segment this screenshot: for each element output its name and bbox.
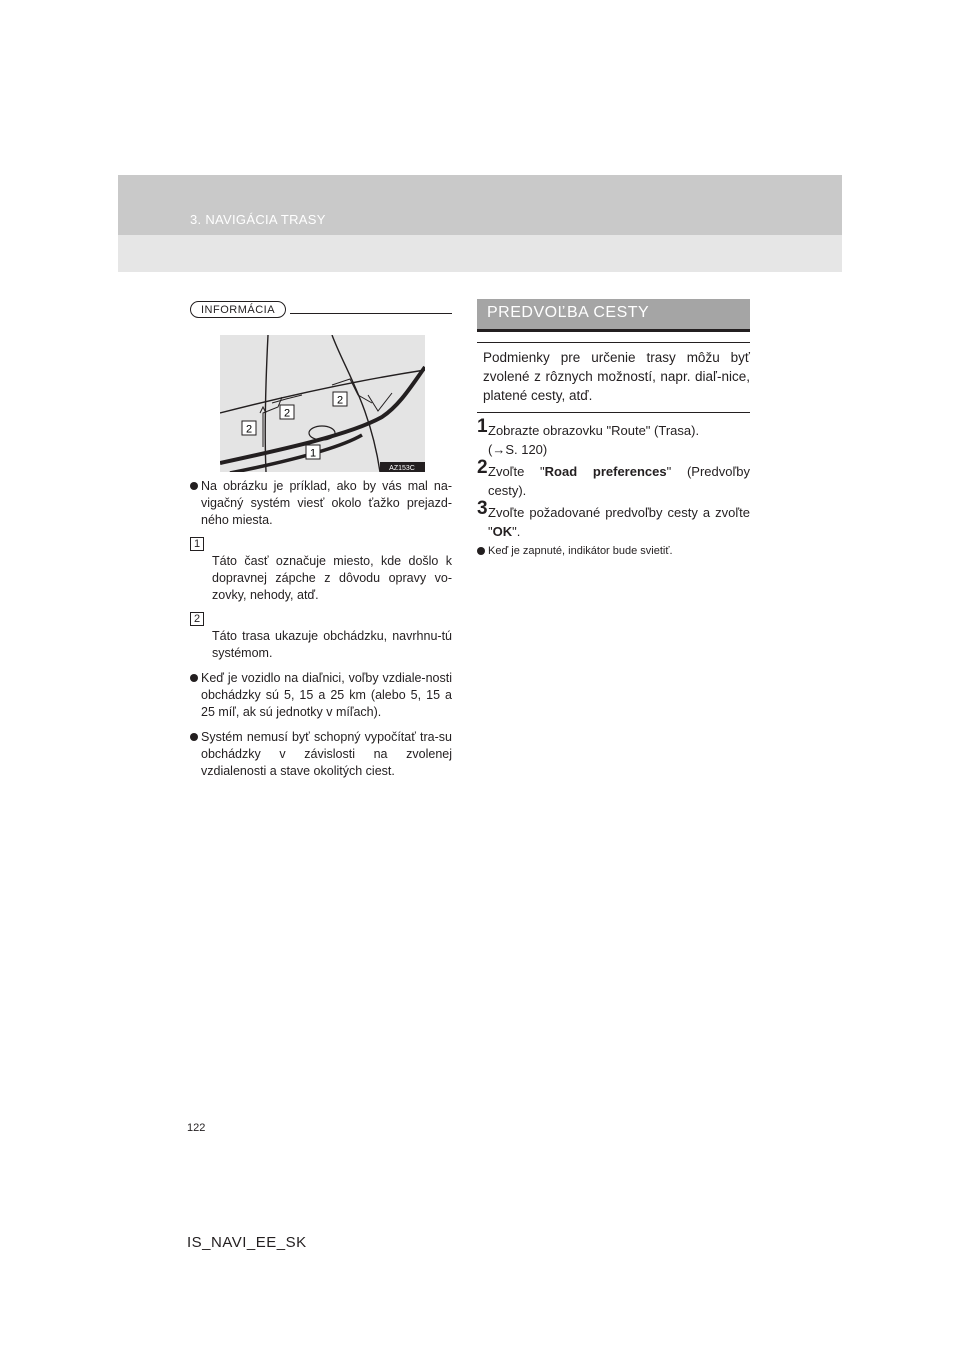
step-number: 1 xyxy=(477,416,488,437)
procedure-steps xyxy=(477,416,750,559)
callout-explanation xyxy=(190,537,452,604)
callout-number: 2 xyxy=(283,407,291,420)
section-title: 3. NAVIGÁCIA TRASY xyxy=(190,212,326,227)
info-bullet xyxy=(190,478,452,529)
callout-number: 1 xyxy=(309,447,317,460)
step-note xyxy=(477,544,750,559)
procedure-step xyxy=(477,498,750,541)
step-text: Zobrazte obrazovku "Route" (Trasa). xyxy=(488,423,700,438)
preferences-rule xyxy=(477,329,750,332)
step-text-post: " (Predvoľby cesty). xyxy=(488,464,750,498)
info-rule xyxy=(290,313,452,314)
preferences-intro: Podmienky pre určenie trasy môžu byť zvolené z rôznych možností, napr. diaľ-nice, platené cesty, atď. xyxy=(477,342,750,413)
procedure-step xyxy=(477,457,750,500)
ok-key: OK xyxy=(492,524,513,539)
header-band-lower xyxy=(118,235,842,272)
bullet-dot-icon xyxy=(477,547,485,555)
step-number: 2 xyxy=(477,457,488,478)
step-text-post: ". xyxy=(512,524,521,539)
step-text-pre: Zvoľte požadované predvoľby cesty a zvoľte " xyxy=(488,505,750,539)
bullet-text: Systém nemusí byť schopný vypočítať tra-su obchádzky v závislosti na zvolenej vzdialenosti a stave okolitých ciest. xyxy=(201,730,452,778)
step-text xyxy=(488,462,750,500)
preferences-column xyxy=(477,299,750,559)
document-code: IS_NAVI_EE_SK xyxy=(187,1234,307,1251)
bullet-text: Na obrázku je príklad, ako by vás mal na-vigačný systém viesť okolo ťažko prejazd-ného miesta. xyxy=(201,479,452,527)
info-label: INFORMÁCIA xyxy=(190,301,286,318)
step-note-text: Keď je zapnuté, indikátor bude svietiť. xyxy=(488,545,673,557)
preferences-heading: PREDVOĽBA CESTY xyxy=(477,299,750,329)
step-text-pre: Zvoľte " xyxy=(488,464,545,479)
step-reference: (→S. 120) xyxy=(488,442,548,457)
info-bullet xyxy=(190,729,452,780)
procedure-step xyxy=(477,416,750,459)
page-number: 122 xyxy=(187,1122,206,1134)
bullet-text: Keď je vozidlo na diaľnici, voľby vzdiale-nosti obchádzky sú 5, 15 a 25 km (alebo 5, 15 a 25 míľ, ak sú jednotky v míľach). xyxy=(201,671,452,719)
figure-code: AZ153C xyxy=(389,465,415,472)
detour-map-image xyxy=(220,335,425,472)
bullet-dot-icon xyxy=(190,482,198,490)
step-number: 3 xyxy=(477,498,488,519)
step-text xyxy=(488,503,750,541)
callout-number: 2 xyxy=(245,423,253,436)
callout-explanation-text: Táto časť označuje miesto, kde došlo k dopravnej zápche z dôvodu opravy vo-zovky, nehody, atď. xyxy=(212,554,452,602)
road-preferences-key: Road preferences xyxy=(544,464,667,479)
callout-number-box: 2 xyxy=(190,612,204,626)
callout-number-box: 1 xyxy=(190,537,204,551)
callout-explanation-text: Táto trasa ukazuje obchádzku, navrhnu-tú systémom. xyxy=(212,629,452,660)
detour-map-figure xyxy=(220,335,425,472)
info-column xyxy=(190,300,452,778)
info-bullet xyxy=(190,670,452,721)
bullet-dot-icon xyxy=(190,733,198,741)
bullet-dot-icon xyxy=(190,674,198,682)
callout-explanation xyxy=(190,612,452,662)
info-list xyxy=(190,478,452,788)
callout-number: 2 xyxy=(336,394,344,407)
